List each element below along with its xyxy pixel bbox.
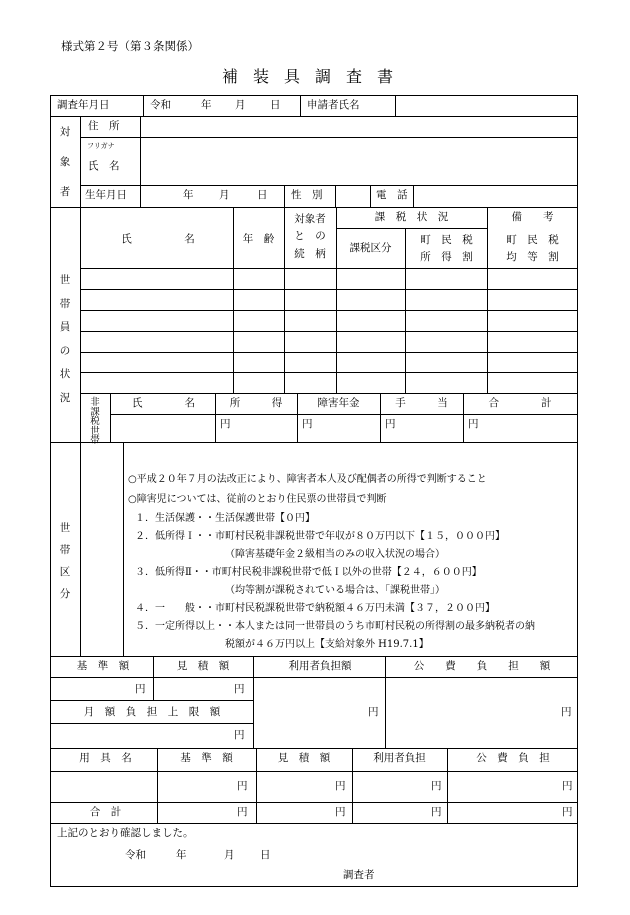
standard-amount-label: 基 準 額 (76, 660, 130, 672)
surveyor-label: 調査者 (343, 869, 375, 881)
category-line: ４．一 般・・市町村民税課税世帯で納税額４６万円未満【３７，２００円】 (135, 603, 495, 614)
monthly-limit-yen: 円 (234, 729, 245, 741)
survey-date-label: 調査年月日 (57, 99, 110, 111)
birth-year-unit: 年 (183, 189, 194, 201)
birthdate-label: 生年月日 (85, 189, 127, 201)
nontax-household-label: 非 課 税 世 帯 (90, 397, 100, 446)
nontax-total-yen: 円 (468, 418, 479, 430)
total-label: 合 計 (89, 806, 122, 818)
col-tax-status-header: 課 税 状 況 (374, 211, 449, 223)
name-label: 氏 名 (88, 160, 120, 172)
confirm-year-unit: 年 (176, 849, 187, 861)
nontax-total-header: 合 計 (488, 397, 552, 409)
col-remarks-header: 備 考 (511, 211, 554, 223)
birth-month-unit: 月 (219, 189, 230, 201)
nontax-allowance-header: 手 当 (395, 397, 448, 409)
survey-year-unit: 年 (201, 99, 212, 111)
col-tax-class-header: 課税区分 (349, 242, 392, 254)
item-user-burden-header: 利用者負担 (373, 752, 426, 764)
item-name-header: 用 具 名 (79, 752, 132, 764)
survey-month-unit: 月 (235, 99, 246, 111)
category-line: ２．低所得Ｉ・・市町村民税非課税世帯で年収が８０万円以下【１５，０００円】 (135, 531, 505, 542)
item-estimate-header: 見 積 額 (277, 752, 331, 764)
col-name-header: 氏 名 (121, 233, 195, 245)
nontax-allowance-yen: 円 (385, 418, 396, 430)
item-user-burden-yen: 円 (431, 780, 442, 792)
category-line: ３．低所得Ⅱ・・市町村民税非課税世帯で低Ｉ以外の世帯【２４，６００円】 (135, 567, 482, 578)
category-line: 税額が４６万円以上【支給対象外 H19.7.1】 (225, 639, 429, 650)
applicant-name-label: 申請者氏名 (307, 99, 360, 111)
category-line: （均等割が課税されている場合は、「課税世帯」） (225, 585, 445, 596)
category-label: 世 帯 区 分 (59, 522, 71, 600)
nontax-name-header: 氏 名 (132, 397, 195, 409)
public-burden-yen: 円 (561, 706, 572, 718)
birth-day-unit: 日 (257, 189, 268, 201)
sex-label: 性 別 (291, 189, 323, 201)
nontax-income-header: 所 得 (229, 397, 283, 409)
col-relation-header: 対象者 と の 続 柄 (294, 213, 326, 260)
subject-label: 対 象 者 (59, 126, 71, 198)
item-standard-yen: 円 (237, 780, 248, 792)
total-user-burden-yen: 円 (431, 806, 442, 818)
address-label: 住 所 (88, 120, 120, 132)
public-burden-label: 公 費 負 担 額 (413, 660, 551, 672)
confirm-day-unit: 日 (260, 849, 271, 861)
confirm-era: 令和 (125, 849, 146, 861)
furigana-label: フリガナ (87, 142, 115, 150)
page-title: 補装具調査書 (221, 67, 408, 86)
category-line: （障害基礎年金２級相当のみの収入状況の場合） (225, 549, 445, 560)
user-burden-yen: 円 (368, 706, 379, 718)
col-resident-equal-header: 町 民 税 均 等 割 (506, 234, 559, 264)
item-public-burden-header: 公 費 負 担 (476, 752, 550, 764)
confirmation-text: 上記のとおり確認しました。 (57, 827, 194, 839)
form-number: 様式第２号（第３条関係） (61, 39, 199, 53)
survey-era: 令和 (150, 99, 171, 111)
household-label: 世 帯 員 の 状 況 (59, 274, 71, 404)
col-age-header: 年 齢 (242, 233, 275, 245)
nontax-income-yen: 円 (220, 418, 231, 430)
item-standard-header: 基 準 額 (180, 752, 233, 764)
survey-day-unit: 日 (270, 99, 281, 111)
estimate-amount-label: 見 積 額 (176, 660, 230, 672)
category-line: ○障害児については、従前のとおり住民票の世帯員で判断 (128, 494, 387, 505)
total-estimate-yen: 円 (335, 806, 346, 818)
category-line: ○平成２０年７月の法改正により、障害者本人及び配偶者の所得で判断すること (128, 474, 487, 485)
user-burden-label: 利用者負担額 (288, 660, 352, 672)
standard-amount-yen: 円 (135, 683, 146, 695)
item-public-burden-yen: 円 (562, 780, 573, 792)
nontax-pension-yen: 円 (302, 418, 313, 430)
item-estimate-yen: 円 (335, 780, 346, 792)
estimate-amount-yen: 円 (234, 683, 245, 695)
col-resident-tax-header: 町 民 税 所 得 割 (420, 234, 473, 264)
monthly-limit-label: 月 額 負 担 上 限 額 (83, 706, 221, 718)
total-public-burden-yen: 円 (562, 806, 573, 818)
phone-label: 電 話 (376, 189, 408, 201)
total-standard-yen: 円 (237, 806, 248, 818)
nontax-pension-header: 障害年金 (317, 397, 360, 409)
category-line: １．生活保護・・生活保護世帯【０円】 (135, 513, 315, 524)
confirm-month-unit: 月 (224, 849, 235, 861)
category-line: ５．一定所得以上・・本人または同一世帯員のうち市町村民税の所得割の最多納税者の納 (135, 621, 535, 632)
